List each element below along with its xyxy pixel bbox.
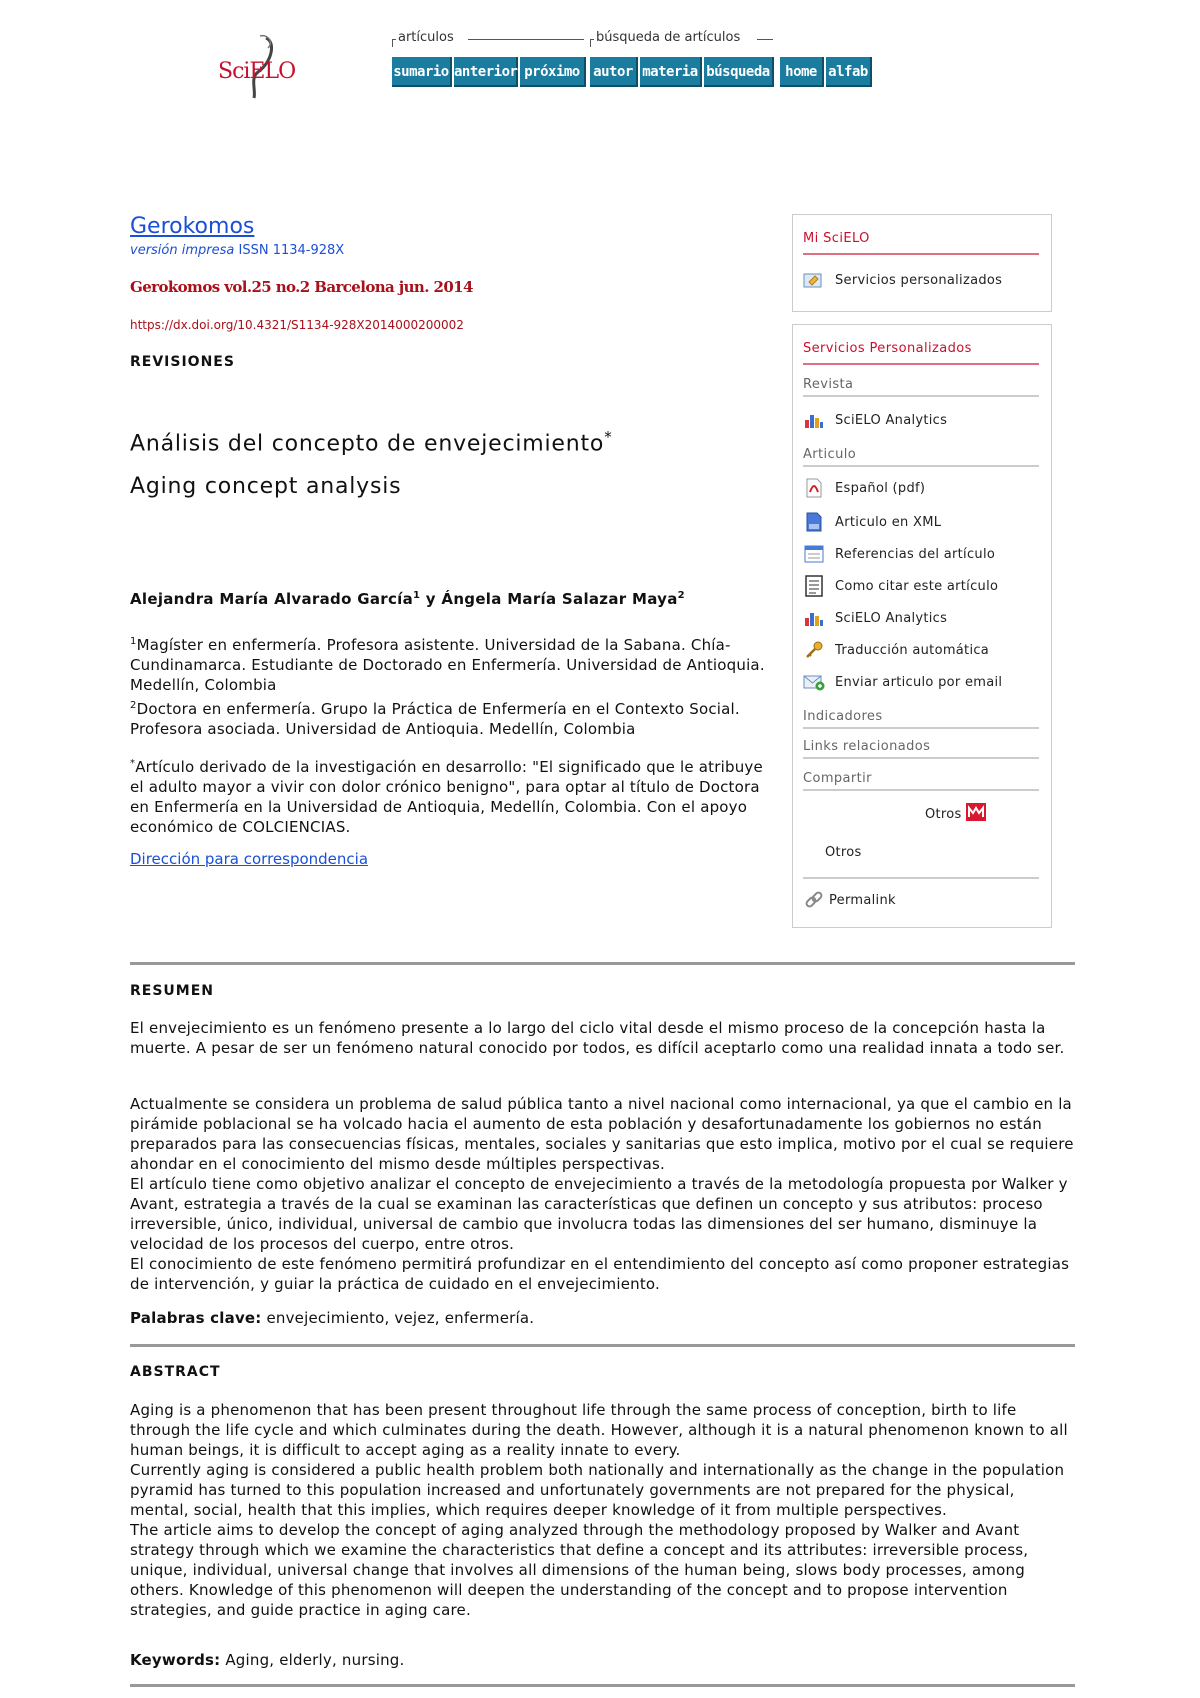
revista-rule xyxy=(803,395,1039,397)
affiliation-1-text: Magíster en enfermería. Profesora asistente. Universidad de la Sabana. Chía-Cundinamarca. Estudiante de Doctorado en Enfermería. Universidad de Antioquia. Medellín, Colombia xyxy=(130,636,765,694)
como-citar-label: Como citar este artículo xyxy=(835,578,999,594)
traduccion-label: Traducción automática xyxy=(835,642,990,658)
share-other-label: Otros xyxy=(825,844,862,860)
title-es-text: Análisis del concepto de envejecimiento xyxy=(130,431,605,457)
abstract-heading: ABSTRACT xyxy=(130,1364,221,1380)
services-heading: Servicios Personalizados xyxy=(803,341,972,356)
author-1-sup: 1 xyxy=(413,590,421,601)
scielo-logo-text: SciELO xyxy=(218,59,296,84)
compartir-label: Compartir xyxy=(803,771,872,786)
articulo-rule xyxy=(803,465,1039,467)
section-label: REVISIONES xyxy=(130,354,235,370)
abstract-p1b: Currently aging is considered a public health problem both nationally and internationally as the change in the population pyramid has turned to this population increased and unfortunately governments are not prepared for the physical, mental, social, health that this implies, which requires deeper knowledge of it from multiple perspectives. xyxy=(130,1461,1065,1519)
nav-line xyxy=(757,39,773,40)
abstract-p1a: Aging is a phenomenon that has been present throughout life through the same process of conception, birth to life through the life cycle and which culminates during the death. However, although it is a natural phenomenon known to all human beings, it is difficult to accept aging as a reality innate to every. xyxy=(130,1401,1068,1459)
articulo-label: Articulo xyxy=(803,447,857,462)
espanol-pdf-link[interactable] xyxy=(803,477,925,499)
doi-link[interactable]: https://dx.doi.org/10.4321/S1134-928X2014000200002 xyxy=(130,318,464,332)
mi-scielo-heading-rule xyxy=(803,253,1039,255)
abstract-keywords-value: Aging, elderly, nursing. xyxy=(225,1651,405,1669)
key-icon xyxy=(803,640,825,660)
nav-line xyxy=(590,39,594,40)
nav-button-autor[interactable]: autor xyxy=(590,57,638,87)
links-relacionados-label[interactable]: Links relacionados xyxy=(803,739,931,754)
divider-top xyxy=(130,962,1075,965)
article-note xyxy=(130,754,770,837)
abstract-keywords xyxy=(130,1650,1075,1670)
issn-value: ISSN 1134-928X xyxy=(238,243,345,258)
chain-link-icon xyxy=(803,890,825,910)
nav-button-materia[interactable]: materia xyxy=(640,57,702,87)
author-joiner: y xyxy=(425,590,436,608)
title-es-mark: * xyxy=(604,428,613,446)
analytics-icon xyxy=(803,608,825,628)
links-relacionados-rule xyxy=(803,757,1039,759)
mi-scielo-heading: Mi SciELO xyxy=(803,231,870,246)
share-bottom-rule xyxy=(803,877,1039,879)
resumen-paragraph-2 xyxy=(130,1094,1075,1294)
articulo-scielo-analytics-link[interactable] xyxy=(803,607,947,629)
revista-scielo-analytics-link[interactable] xyxy=(803,409,947,431)
espanol-pdf-label: Español (pdf) xyxy=(835,480,926,496)
email-icon xyxy=(803,672,825,692)
articulo-xml-link[interactable] xyxy=(803,511,941,533)
search-group-label: búsqueda de artículos xyxy=(596,30,741,45)
issue-citation: Gerokomos vol.25 no.2 Barcelona jun. 2014 xyxy=(130,278,473,296)
resumen-paragraph-1 xyxy=(130,1018,1075,1058)
articles-group-label: artículos xyxy=(398,30,454,45)
indicadores-label[interactable]: Indicadores xyxy=(803,709,883,724)
authors xyxy=(130,590,685,608)
servicios-personalizados-link[interactable] xyxy=(803,269,1002,291)
nav-button-proximo[interactable]: próximo xyxy=(520,57,586,87)
issn-line xyxy=(130,243,344,258)
revista-label: Revista xyxy=(803,377,854,392)
revista-analytics-label: SciELO Analytics xyxy=(835,412,948,428)
traduccion-link[interactable] xyxy=(803,639,989,661)
enviar-email-link[interactable] xyxy=(803,671,1002,693)
divider-bottom xyxy=(130,1684,1075,1687)
share-more-button[interactable] xyxy=(925,803,986,825)
author-1: Alejandra María Alvarado García xyxy=(130,590,413,608)
abstract-p1c: The article aims to develop the concept of aging analyzed through the methodology proposed by Walker and Avant strategy through which we examine the characteristics that define a concept and its attributes: irreversible process, unique, individual, universal change that involves all dimensions of the human being, slows body processes, among others. Knowledge of this phenomenon will deepen the understanding of the concept and to propose intervention strategies, and guide practice in aging care. xyxy=(130,1521,1029,1619)
affiliation-2-sup: 2 xyxy=(130,700,137,711)
cite-icon xyxy=(803,576,825,596)
resumen-p1: El envejecimiento es un fenómeno presente a lo largo del ciclo vital desde el mismo proceso de la concepción hasta la muerte. A pesar de ser un fenómeno natural conocido por todos, es difícil aceptarlo como una realidad innata a todo ser. xyxy=(130,1019,1065,1057)
nav-bracket xyxy=(590,39,591,47)
journal-link[interactable]: Gerokomos xyxy=(130,214,255,239)
nav-button-alfab[interactable]: alfab xyxy=(826,57,872,87)
references-icon xyxy=(803,544,825,564)
nav-button-sumario[interactable]: sumario xyxy=(392,57,452,87)
divider-middle xyxy=(130,1344,1075,1347)
author-2-sup: 2 xyxy=(677,590,685,601)
nav-button-home[interactable]: home xyxy=(780,57,824,87)
referencias-link[interactable] xyxy=(803,543,995,565)
services-box xyxy=(792,324,1052,928)
servicios-personalizados-label: Servicios personalizados xyxy=(835,272,1003,288)
abstract-paragraph xyxy=(130,1400,1075,1620)
resumen-p2c: El conocimiento de este fenómeno permitirá profundizar en el entendimiento del concepto así como proponer estrategias de intervención, y guiar la práctica de cuidado en el envejecimiento. xyxy=(130,1255,1070,1293)
print-version-label: versión impresa xyxy=(130,243,235,258)
affiliation-1 xyxy=(130,632,770,695)
referencias-label: Referencias del artículo xyxy=(835,546,996,562)
nav-line xyxy=(392,39,396,40)
permalink-link[interactable] xyxy=(803,889,896,911)
correspondence-link[interactable]: Dirección para correspondencia xyxy=(130,850,369,868)
articulo-analytics-label: SciELO Analytics xyxy=(835,610,948,626)
article-note-text: Artículo derivado de la investigación en desarrollo: "El significado que le atribuye el adulto mayor a vivir con dolor crónico benigno", para optar al título de Doctora en Enfermería en la Universidad de Antioquia, Medellín, Colombia. Con el apoyo económico de COLCIENCIAS. xyxy=(130,758,763,836)
article-note-sup: * xyxy=(130,758,136,769)
affiliation-1-sup: 1 xyxy=(130,636,137,647)
mi-scielo-box xyxy=(792,214,1052,312)
articulo-xml-label: Articulo en XML xyxy=(835,514,942,530)
personal-services-icon xyxy=(803,270,825,290)
services-heading-rule xyxy=(803,363,1039,365)
permalink-label: Permalink xyxy=(829,892,896,908)
analytics-icon xyxy=(803,410,825,430)
xml-icon xyxy=(803,512,825,532)
nav-line xyxy=(468,39,584,40)
nav-button-anterior[interactable]: anterior xyxy=(454,57,518,87)
title-en: Aging concept analysis xyxy=(130,474,402,499)
pdf-icon xyxy=(803,478,825,498)
nav-bracket xyxy=(392,39,393,47)
affiliation-2-text: Doctora en enfermería. Grupo la Práctica de Enfermería en el Contexto Social. Profesora asociada. Universidad de Antioquia. Medellín, Colombia xyxy=(130,700,740,738)
abstract-keywords-label: Keywords: xyxy=(130,1651,221,1669)
enviar-email-label: Enviar articulo por email xyxy=(835,674,1003,690)
resumen-keywords-label: Palabras clave: xyxy=(130,1309,262,1327)
affiliation-2 xyxy=(130,696,770,739)
scielo-logo[interactable] xyxy=(214,32,294,102)
indicadores-rule xyxy=(803,727,1039,729)
share-more-icon xyxy=(966,803,986,825)
share-more-label: Otros xyxy=(925,806,962,822)
author-2: Ángela María Salazar Maya xyxy=(441,590,678,608)
resumen-p2b: El artículo tiene como objetivo analizar el concepto de envejecimiento a través de la metodología propuesta por Walker y Avant, estrategia a través de la cual se examinan las características que definen un concepto y sus atributos: proceso irreversible, único, individual, universal de cambio que involucra todas las dimensiones del ser humano, disminuye la velocidad de los procesos del cuerpo, entre otros. xyxy=(130,1175,1068,1253)
nav-button-busqueda[interactable]: búsqueda xyxy=(704,57,774,87)
resumen-keywords-value: envejecimiento, vejez, enfermería. xyxy=(266,1309,535,1327)
title-es xyxy=(130,428,613,456)
resumen-p2a: Actualmente se considera un problema de salud pública tanto a nivel nacional como internacional, ya que el cambio en la pirámide poblacional se ha volcado hacia el aumento de esta población y desafortunadamente los gobiernos no están preparados para las consecuencias físicas, mentales, sociales y sanitarias que esto implica, motivo por el cual se requiere ahondar en el conocimiento del mismo desde múltiples perspectivas. xyxy=(130,1095,1074,1173)
resumen-heading: RESUMEN xyxy=(130,983,215,999)
resumen-keywords xyxy=(130,1308,1075,1328)
compartir-rule xyxy=(803,789,1039,791)
como-citar-link[interactable] xyxy=(803,575,998,597)
share-other-button[interactable] xyxy=(825,841,862,863)
